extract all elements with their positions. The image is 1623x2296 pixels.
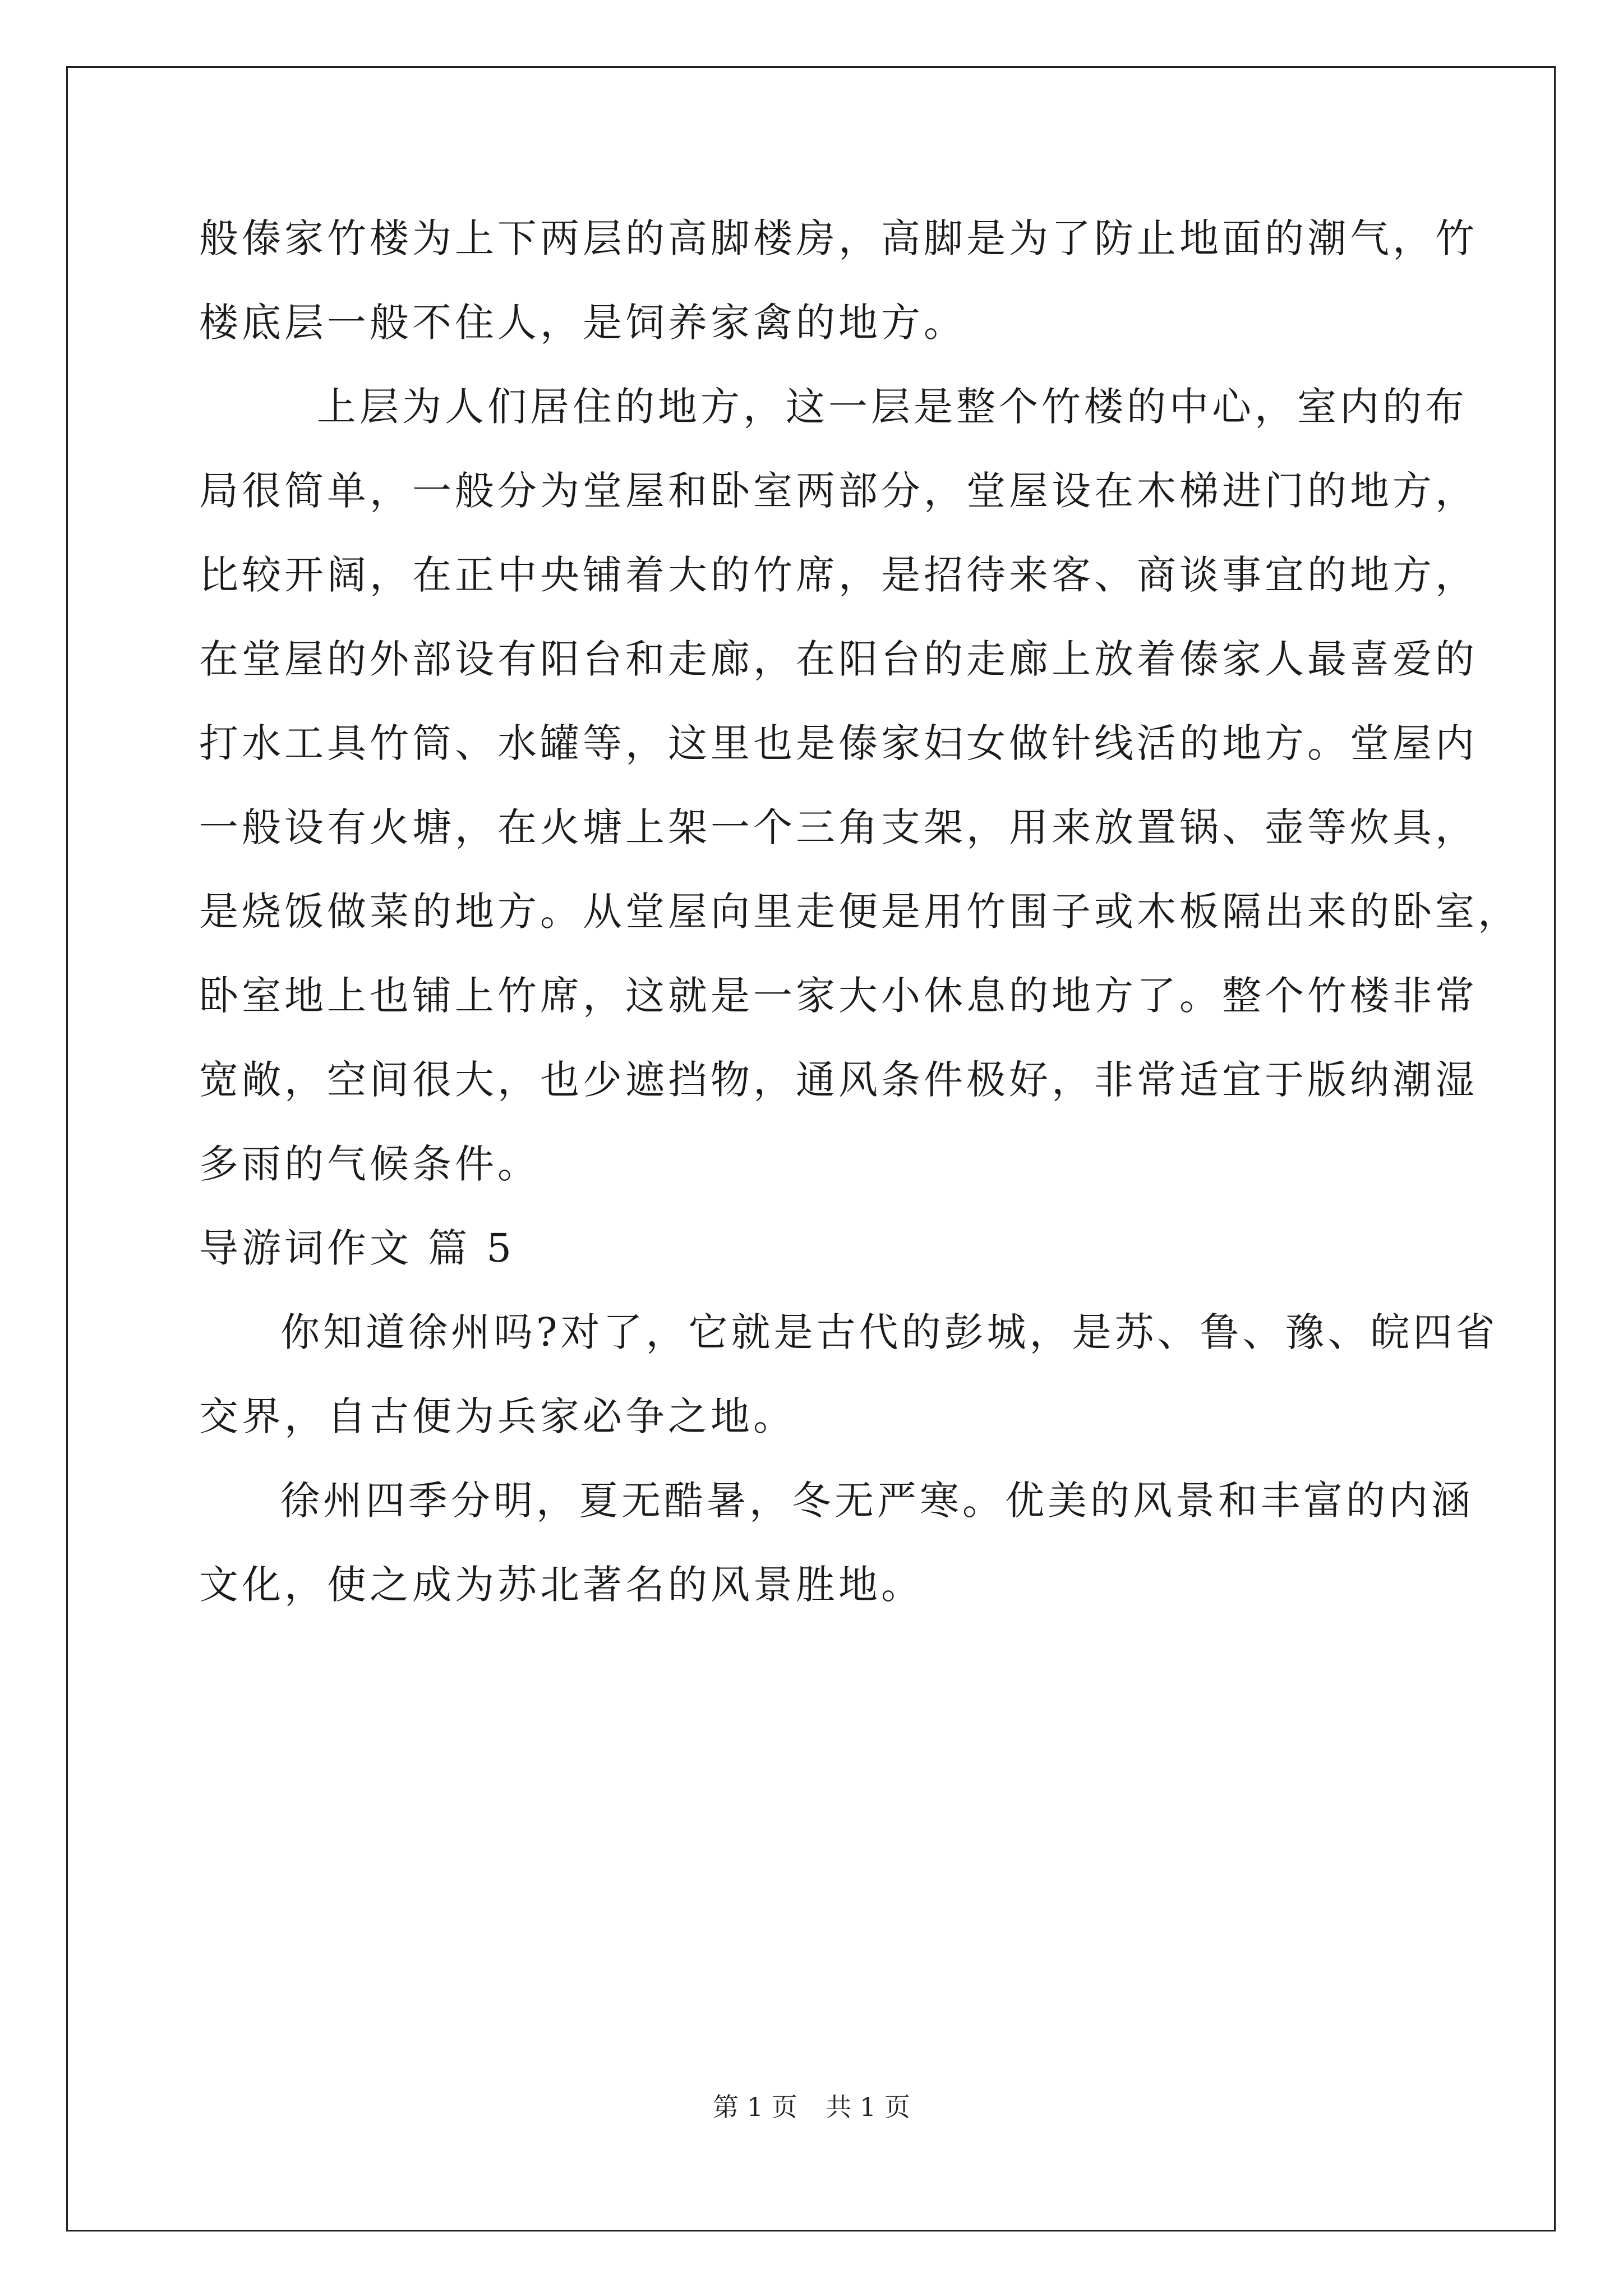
document-body — [199, 215, 1520, 1649]
paragraph-2-line-6: 一般设有火塘，在火塘上架一个三角支架，用来放置锅、壶等炊具， — [199, 804, 1478, 850]
paragraph-1-line-1: 般傣家竹楼为上下两层的高脚楼房，高脚是为了防止地面的潮气，竹 — [199, 215, 1478, 261]
paragraph-3-line-2: 交界，自古便为兵家必争之地。 — [199, 1393, 796, 1439]
paragraph-4-line-1: 徐州四季分明，夏无酷暑，冬无严寒。优美的风景和丰富的内涵 — [280, 1478, 1474, 1524]
paragraph-2-line-1: 上层为人们居住的地方，这一层是整个竹楼的中心，室内的布 — [317, 384, 1468, 430]
paragraph-2-line-9: 宽敞，空间很大，也少遮挡物，通风条件极好，非常适宜于版纳潮湿 — [199, 1057, 1478, 1103]
paragraph-4-line-2: 文化，使之成为苏北著名的风景胜地。 — [199, 1562, 924, 1608]
paragraph-3-line-1: 你知道徐州吗?对了，它就是古代的彭城，是苏、鲁、豫、皖四省 — [280, 1309, 1498, 1355]
paragraph-1-line-2: 楼底层一般不住人，是饲养家禽的地方。 — [199, 300, 966, 346]
paragraph-2-line-5: 打水工具竹筒、水罐等，这里也是傣家妇女做针线活的地方。堂屋内 — [199, 720, 1478, 766]
section-heading: 导游词作文 篇 5 — [199, 1225, 515, 1271]
paragraph-2-line-4: 在堂屋的外部设有阳台和走廊，在阳台的走廊上放着傣家人最喜爱的 — [199, 636, 1478, 682]
page-total: 共 1 页 — [826, 2092, 910, 2122]
page-footer — [0, 2087, 1623, 2124]
paragraph-2-line-3: 比较开阔，在正中央铺着大的竹席，是招待来客、商谈事宜的地方， — [199, 552, 1478, 598]
paragraph-2-line-8: 卧室地上也铺上竹席，这就是一家大小休息的地方了。整个竹楼非常 — [199, 973, 1478, 1019]
paragraph-2-line-10: 多雨的气候条件。 — [199, 1141, 540, 1187]
paragraph-2-line-2: 局很简单，一般分为堂屋和卧室两部分，堂屋设在木梯进门的地方， — [199, 468, 1478, 514]
page-number: 第 1 页 — [713, 2092, 797, 2122]
paragraph-2-line-7: 是烧饭做菜的地方。从堂屋向里走便是用竹围子或木板隔出来的卧室， — [199, 889, 1520, 935]
